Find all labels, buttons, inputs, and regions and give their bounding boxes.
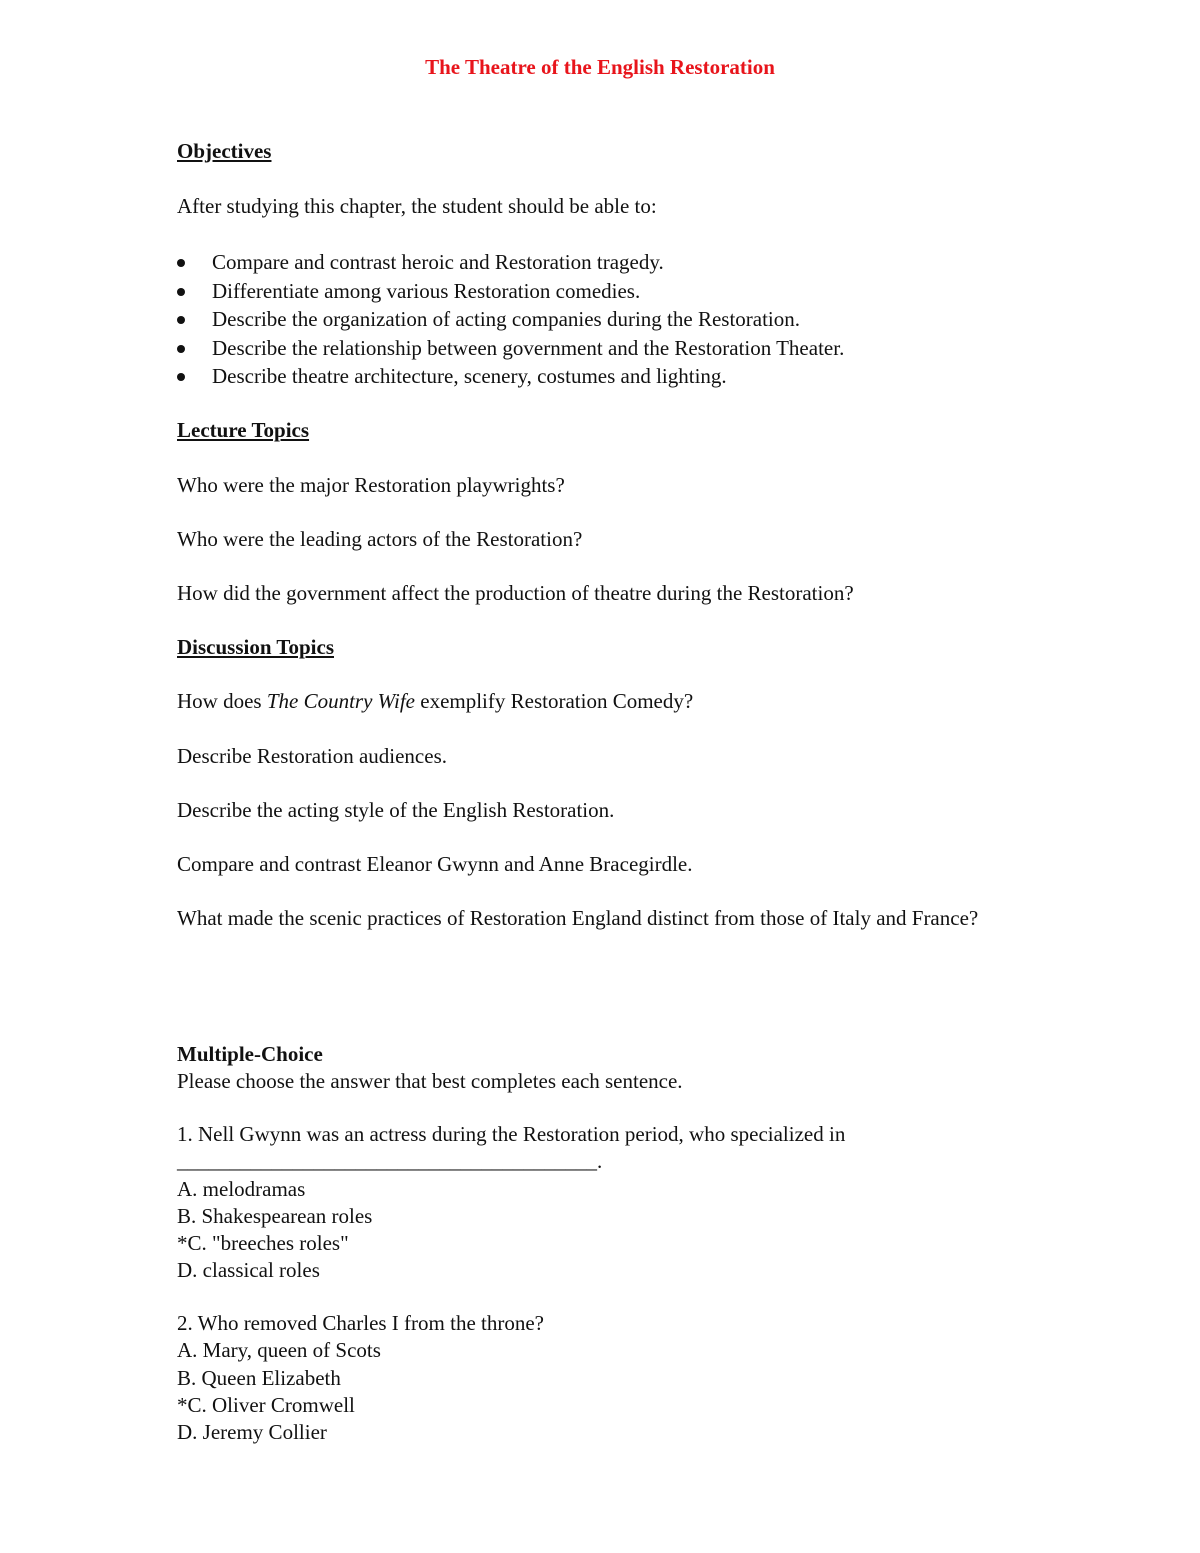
- discussion-topic-item: Compare and contrast Eleanor Gwynn and Anne Bracegirdle.: [177, 852, 693, 876]
- objectives-list: [177, 248, 844, 391]
- list-item: Describe the relationship between government and the Restoration Theater.: [177, 334, 844, 363]
- discussion-topics-heading: Discussion Topics: [177, 635, 334, 659]
- bullet-icon: [177, 345, 185, 353]
- answer-option: B. Shakespearean roles: [177, 1203, 373, 1228]
- question-stem: 1. Nell Gwynn was an actress during the Restoration period, who specialized in: [177, 1122, 846, 1146]
- document-title: The Theatre of the English Restoration: [425, 55, 775, 79]
- multiple-choice-instructions: Please choose the answer that best completes each sentence.: [177, 1069, 683, 1093]
- answer-option: A. Mary, queen of Scots: [177, 1338, 381, 1363]
- answer-option: *C. "breeches roles": [177, 1231, 349, 1256]
- bullet-icon: [177, 373, 185, 381]
- question-2: [177, 1310, 544, 1446]
- lecture-topics-heading: Lecture Topics: [177, 418, 310, 442]
- answer-option: B. Queen Elizabeth: [177, 1365, 341, 1390]
- lecture-topic-item: How did the government affect the production of theatre during the Restoration?: [177, 581, 854, 605]
- answer-blank: ________________________________________.: [177, 1149, 603, 1174]
- list-item: Differentiate among various Restoration comedies.: [177, 277, 844, 306]
- play-title: The Country Wife: [266, 689, 415, 713]
- answer-option: A. melodramas: [177, 1176, 306, 1201]
- lecture-topic-item: Who were the major Restoration playwrights?: [177, 473, 565, 497]
- bullet-icon: [177, 259, 185, 267]
- question-1: [177, 1121, 845, 1285]
- discussion-topic-item: What made the scenic practices of Restoration England distinct from those of Italy and France?: [177, 906, 979, 930]
- discussion-topic-item: Describe the acting style of the English Restoration.: [177, 798, 615, 822]
- objectives-intro: After studying this chapter, the student should be able to:: [177, 194, 657, 218]
- discussion-topic-item: How does The Country Wife exemplify Restoration Comedy?: [177, 689, 694, 713]
- answer-option: D. classical roles: [177, 1258, 320, 1283]
- objectives-heading: Objectives: [177, 139, 272, 163]
- list-item: Describe the organization of acting companies during the Restoration.: [177, 305, 844, 334]
- lecture-topic-item: Who were the leading actors of the Restoration?: [177, 527, 583, 551]
- list-item: Compare and contrast heroic and Restoration tragedy.: [177, 248, 844, 277]
- answer-option: D. Jeremy Collier: [177, 1420, 327, 1445]
- bullet-icon: [177, 316, 185, 324]
- multiple-choice-heading: Multiple-Choice: [177, 1042, 323, 1066]
- question-stem: 2. Who removed Charles I from the throne?: [177, 1311, 544, 1335]
- bullet-icon: [177, 288, 185, 296]
- answer-option: *C. Oliver Cromwell: [177, 1392, 355, 1417]
- discussion-topic-item: Describe Restoration audiences.: [177, 744, 447, 768]
- list-item: Describe theatre architecture, scenery, costumes and lighting.: [177, 362, 844, 391]
